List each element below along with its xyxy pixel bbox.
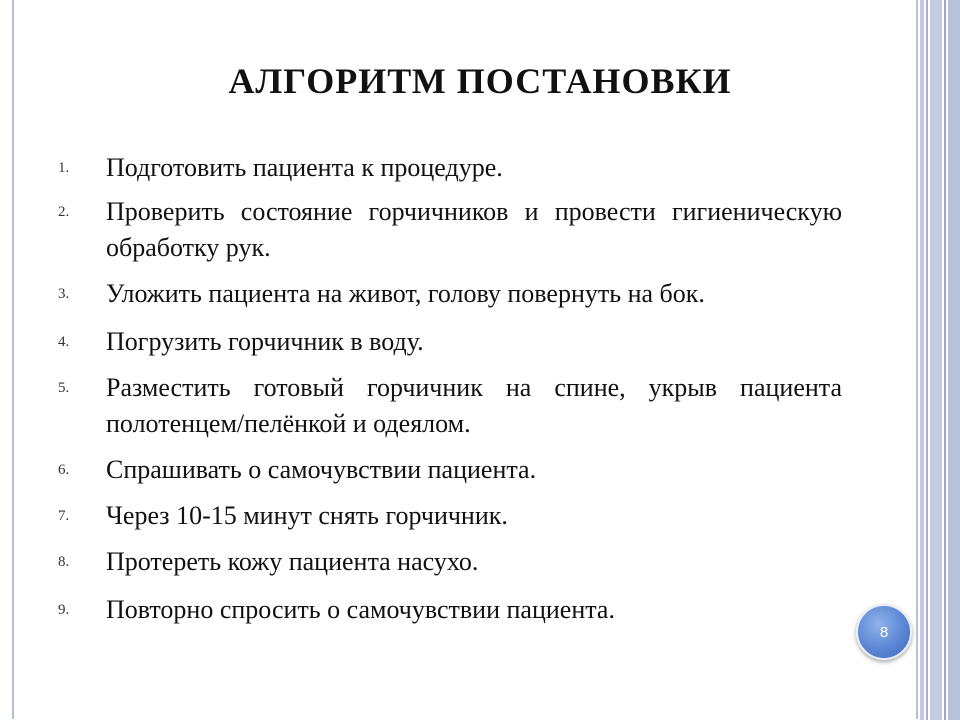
step-text: Разместить готовый горчичник на спине, укрыв пациента полотенцем/пелёнкой и одеялом. [106,373,842,438]
stripe [930,0,942,720]
step-text: Через 10-15 минут снять горчичник. [106,501,508,530]
step-text: Протереть кожу пациента насухо. [106,547,479,576]
step-text: Погрузить горчичник в воду. [106,327,424,356]
list-item [58,150,842,186]
step-number: 3. [58,286,70,302]
step-number: 6. [58,462,70,478]
step-text: Подготовить пациента к процедуре. [106,153,503,182]
step-text: Повторно спросить о самочувствии пациента. [106,595,615,624]
list-item [58,276,842,312]
list-item [58,370,842,442]
stripe [920,0,924,720]
decorative-stripes [920,0,960,720]
list-item [58,324,842,360]
stripe [926,0,928,720]
list-item [58,592,842,628]
list-item [58,544,842,580]
page-number-badge: 8 [856,604,912,660]
step-number: 7. [58,508,70,524]
list-item [58,452,842,488]
stripe [944,0,946,720]
list-item [58,194,842,266]
step-number: 4. [58,334,70,350]
step-number: 9. [58,602,70,618]
stripe [948,0,960,720]
page-title: АЛГОРИТМ ПОСТАНОВКИ [228,61,732,101]
step-number: 1. [58,160,70,176]
list-item [58,498,842,534]
step-text: Проверить состояние горчичников и провести гигиеническую обработку рук. [106,197,842,262]
step-number: 2. [58,204,70,220]
step-number: 8. [58,554,70,570]
steps-list [58,150,842,628]
step-text: Уложить пациента на живот, голову повернуть на бок. [106,279,705,308]
step-text: Спрашивать о самочувствии пациента. [106,455,537,484]
step-number: 5. [58,380,70,396]
